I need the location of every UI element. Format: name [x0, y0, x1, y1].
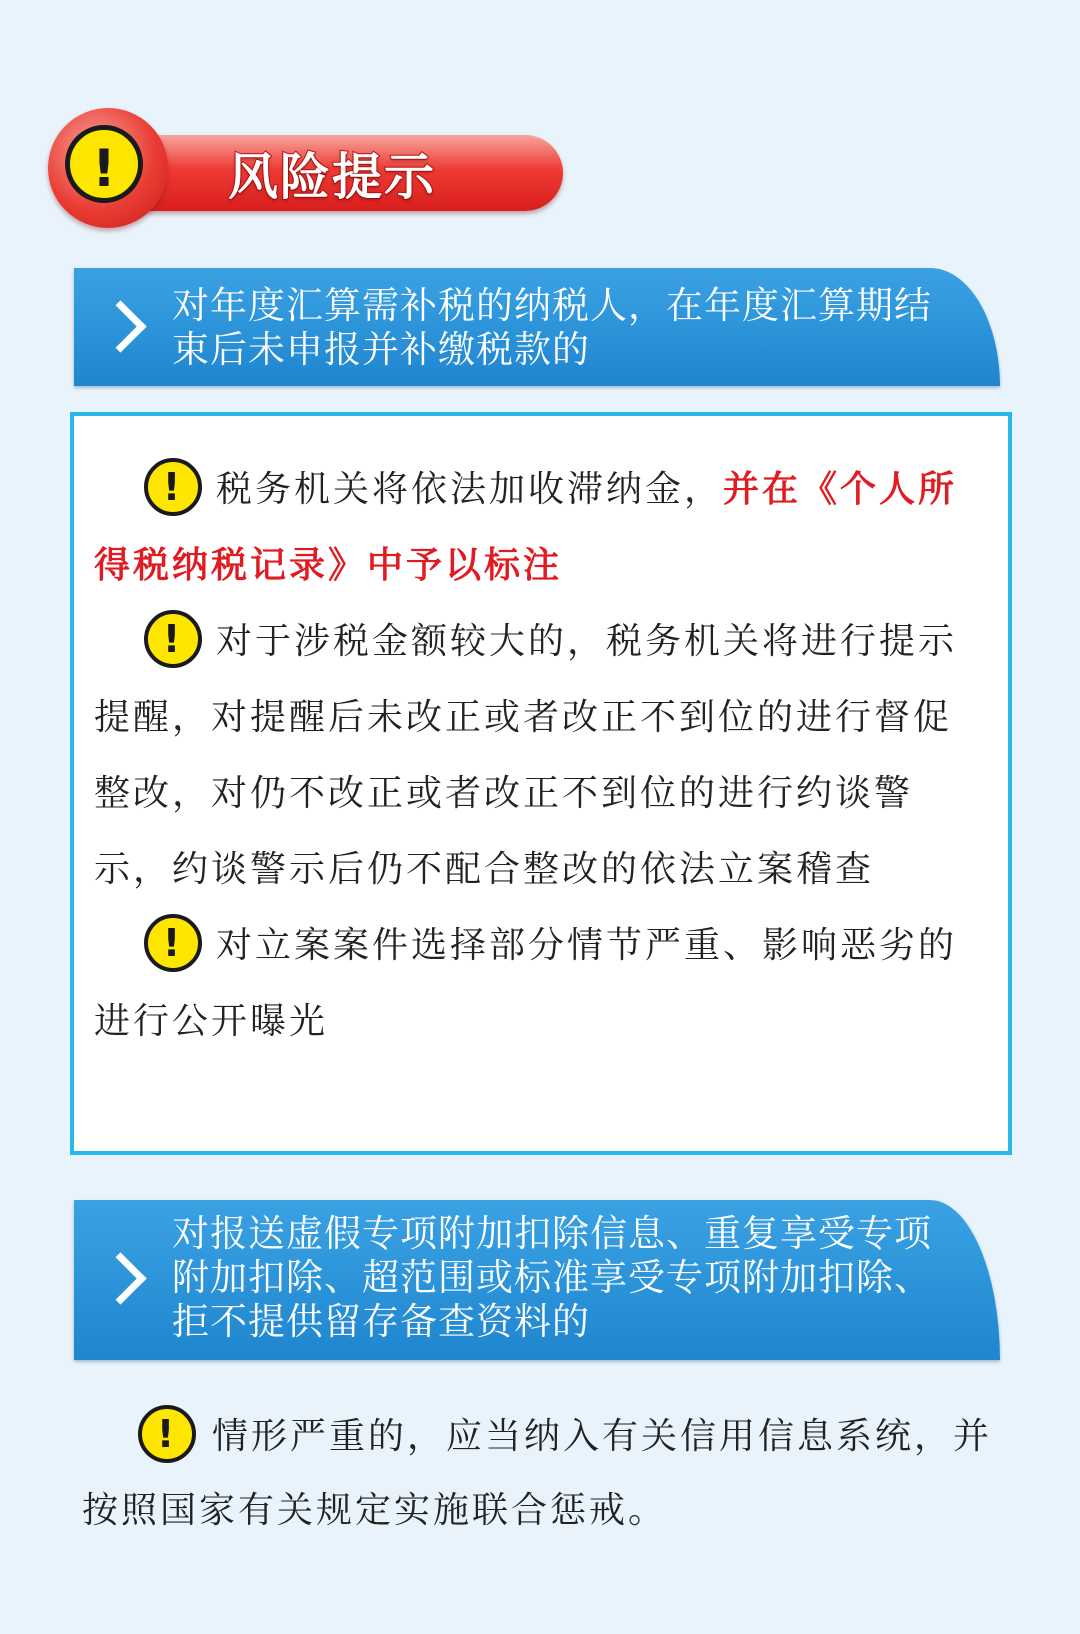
chevron-right-icon — [94, 300, 146, 352]
page-title: 风险提示 — [228, 148, 436, 206]
risk-item-4-text: 情形严重的，应当纳入有关信用信息系统，并按照国家有关规定实施联合惩戒。 — [82, 1416, 993, 1531]
warning-icon: ! — [65, 125, 143, 203]
section-1-content-box — [70, 412, 1012, 1155]
risk-item-1-highlight: 并在《个人所得税纳税记录》中予以标注 — [94, 469, 958, 586]
risk-item-1 — [94, 452, 982, 604]
warning-icon: ! — [144, 914, 202, 972]
warning-icon: ! — [138, 1405, 196, 1463]
risk-title-badge — [48, 108, 563, 228]
risk-item-4 — [82, 1400, 1012, 1548]
section-2-heading: 对报送虚假专项附加扣除信息、重复享受专项附加扣除、超范围或标准享受专项附加扣除、拒不提供留存备查资料的 — [172, 1212, 932, 1343]
section-2-banner — [74, 1200, 1000, 1360]
risk-item-3 — [94, 908, 982, 1060]
section-1-banner — [74, 268, 1000, 386]
risk-item-3-text: 对立案案件选择部分情节严重、影响恶劣的进行公开曝光 — [94, 925, 958, 1042]
chevron-right-icon — [94, 1252, 146, 1304]
title-icon-circle — [48, 108, 168, 228]
section-1-heading: 对年度汇算需补税的纳税人，在年度汇算期结束后未申报并补缴税款的 — [172, 284, 932, 371]
risk-item-2-text: 对于涉税金额较大的，税务机关将进行提示提醒，对提醒后未改正或者改正不到位的进行督促整改，对仍不改正或者改正不到位的进行约谈警示，约谈警示后仍不配合整改的依法立案稽查 — [94, 621, 958, 890]
warning-icon: ! — [144, 610, 202, 668]
risk-item-1-text: 税务机关将依法加收滞纳金， — [216, 469, 724, 510]
warning-icon: ! — [144, 458, 202, 516]
risk-item-2 — [94, 604, 982, 908]
